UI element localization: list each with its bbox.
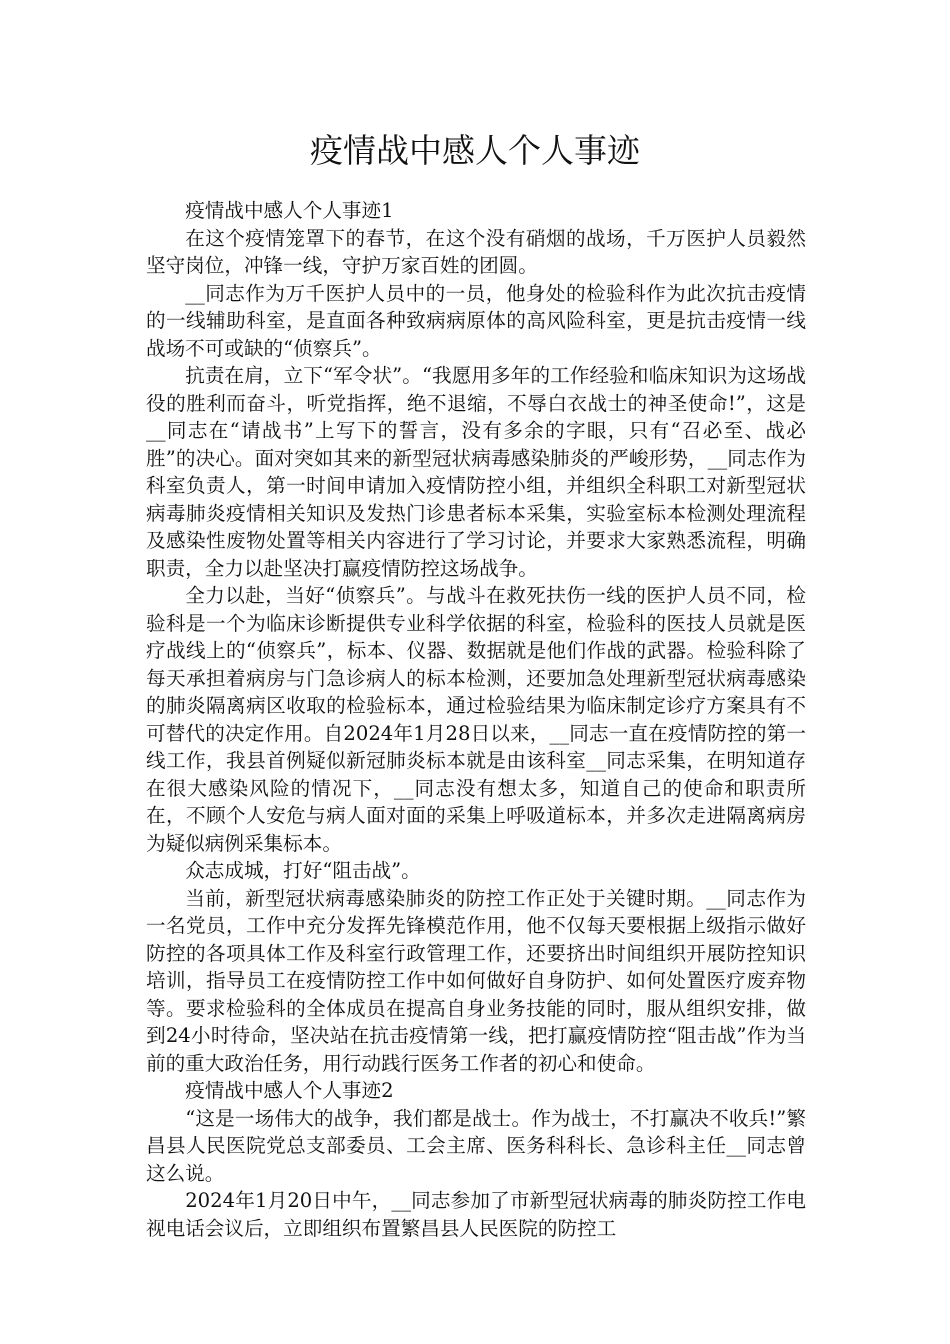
body-paragraph: 在这个疫情笼罩下的春节，在这个没有硝烟的战场，千万医护人员毅然坚守岗位，冲锋一线，守护万家百姓的团圆。: [146, 226, 806, 277]
body-paragraph: 全力以赴，当好“侦察兵”。与战斗在救死扶伤一线的医护人员不同，检验科是一个为临床诊断提供专业科学依据的科室，检验科的医技人员就是医疗战线上的“侦察兵”，标本、仪器、数据就是他们作战的武器。检验科除了每天承担着病房与门急诊病人的标本检测，还要加急处理新型冠状病毒感染的肺炎隔离病区收取的检验标本，通过检验结果为临床制定诊疗方案具有不可替代的决定作用。自2024年1月28日以来，__同志一直在疫情防控的第一线工作，我县首例疑似新冠肺炎标本就是由该科室__同志采集，在明知道存在很大感染风险的情况下，__同志没有想太多，知道自己的使命和职责所在，不顾个人安危与病人面对面的采集上呼吸道标本，并多次走进隔离病房为疑似病例采集标本。: [146, 584, 806, 855]
section-heading-1: 疫情战中感人个人事迹1: [185, 199, 394, 222]
document-body: [146, 197, 806, 1242]
body-paragraph: 2024年1月20日中午，__同志参加了市新型冠状病毒的肺炎防控工作电视电话会议后，立即组织布置繁昌县人民医院的防控工: [146, 1189, 806, 1240]
body-paragraph: 抗责在肩，立下“军令状”。“我愿用多年的工作经验和临床知识为这场战役的胜利而奋斗，听党指挥，绝不退缩，不辱白衣战士的神圣使命!”，这是__同志在“请战书”上写下的誓言，没有多余的字眼，只有“召必至、战必胜”的决心。面对突如其来的新型冠状病毒感染肺炎的严峻形势，__同志作为科室负责人，第一时间申请加入疫情防控小组，并组织全科职工对新型冠状病毒肺炎疫情相关知识及发热门诊患者标本采集，实验室标本检测处理流程及感染性废物处置等相关内容进行了学习讨论，并要求大家熟悉流程，明确职责，全力以赴坚决打赢疫情防控这场战争。: [146, 364, 806, 580]
document-title: 疫情战中感人个人事迹: [310, 131, 640, 170]
body-paragraph: “这是一场伟大的战争，我们都是战士。作为战士，不打赢决不收兵!”繁昌县人民医院党总支部委员、工会主席、医务科科长、急诊科主任__同志曾这么说。: [146, 1106, 806, 1185]
body-paragraph: 当前，新型冠状病毒感染肺炎的防控工作正处于关键时期。__同志作为一名党员，工作中充分发挥先锋模范作用，他不仅每天要根据上级指示做好防控的各项具体工作及科室行政管理工作，还要挤出时间组织开展防控知识培训，指导员工在疫情防控工作中如何做好自身防护、如何处置医疗废弃物等。要求检验科的全体成员在提高自身业务技能的同时，服从组织安排，做到24小时待命，坚决站在抗击疫情第一线，把打赢疫情防控“阻击战”作为当前的重大政治任务，用行动践行医务工作者的初心和使命。: [146, 886, 806, 1075]
section-heading-2: 疫情战中感人个人事迹2: [185, 1079, 394, 1102]
body-paragraph: 众志成城，打好“阻击战”。: [185, 859, 421, 882]
body-paragraph: __同志作为万千医护人员中的一员，他身处的检验科作为此次抗击疫情的一线辅助科室，是直面各种致病病原体的高风险科室，更是抗击疫情一线战场不可或缺的“侦察兵”。: [146, 281, 806, 360]
